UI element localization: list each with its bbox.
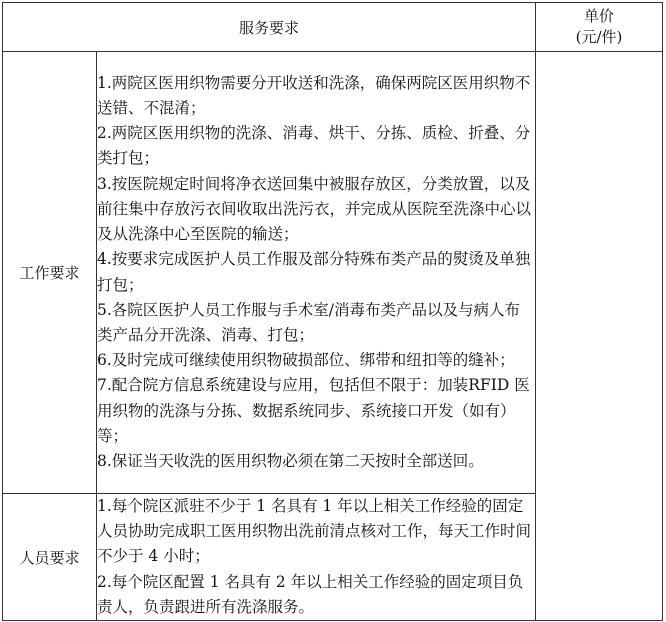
list-item: 4.按要求完成医护人员工作服及部分特殊布类产品的熨烫及单独打包；: [97, 250, 531, 294]
list-item: 8.保证当天收洗的医用织物必须在第二天按时全部送回。: [97, 451, 484, 470]
staff-requirements-list-cell: [97, 494, 536, 621]
list-item: 5.各院区医护人员工作服与手术室/消毒布类产品以及与病人布类产品分开洗涤、消毒、打包；: [97, 300, 521, 344]
table-header-row: [3, 3, 663, 52]
work-requirements-list-cell: [97, 52, 536, 494]
list-item: 2.每个院区配置 1 名具有 2 年以上相关工作经验的固定项目负责人，负责跟进所有洗涤服务。: [97, 572, 524, 616]
header-unit-price: [536, 3, 663, 52]
list-item: 2.两院区医用织物的洗涤、消毒、烘干、分拣、质检、折叠、分类打包；: [97, 124, 531, 168]
category-staff-requirements: 人员要求: [3, 494, 97, 621]
work-requirements-list: [97, 71, 535, 474]
service-requirements-table: [2, 2, 663, 621]
header-unit-price-unit: (元/件): [575, 28, 623, 46]
list-item: 1.两院区医用织物需要分开收送和洗涤，确保两院区医用织物不送错、不混淆；: [97, 73, 531, 118]
list-item: 3.按医院规定时间将净衣送回集中被服存放区，分类放置，以及前往集中存放污衣间收取出洗污衣，并完成从医院至洗涤中心以及从洗涤中心至医院的输送；: [97, 174, 532, 244]
unit-price-cell: [536, 52, 663, 621]
list-item: 6.及时完成可继续使用织物破损部位、绑带和纽扣等的缝补；: [97, 351, 515, 370]
list-item: 1.每个院区派驻不少于 1 名具有 1 年以上相关工作经验的固定人员协助完成职工医用织物出洗前清点核对工作，每天工作时间不少于 4 小时；: [97, 497, 532, 566]
list-item: 7.配合院方信息系统建设与应用，包括但不限于：加装RFID 医用织物的洗涤与分拣、数据系统同步、系统接口开发（如有）等；: [97, 376, 530, 445]
header-service-requirements: 服务要求: [3, 3, 536, 52]
header-unit-price-label: 单价: [584, 7, 615, 25]
staff-requirements-list: [97, 494, 535, 620]
category-work-requirements: 工作要求: [3, 52, 97, 494]
table-row-work-requirements: [3, 52, 663, 494]
